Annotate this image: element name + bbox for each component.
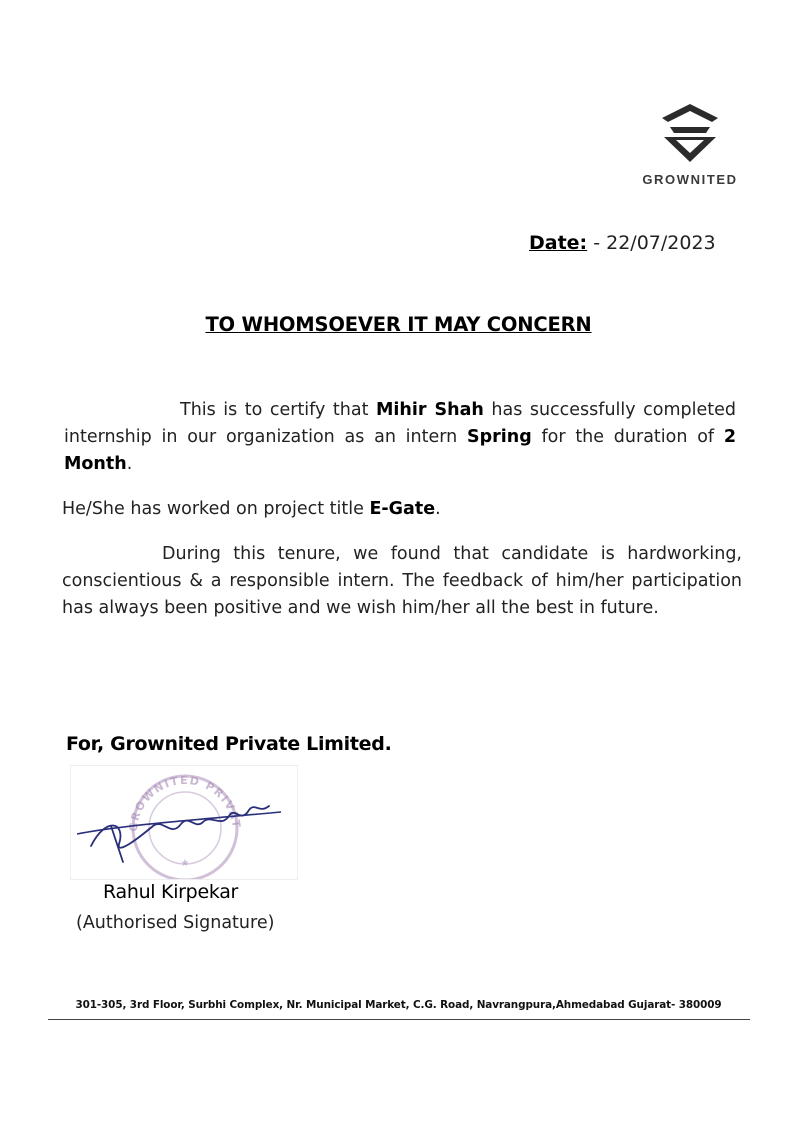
p2-text-1: He/She has worked on project title [62, 499, 370, 519]
certification-paragraph [64, 397, 736, 478]
signature-stamp-image [70, 765, 298, 880]
stamp-and-signature-icon [71, 766, 297, 879]
p1-text-1: This is to certify that [180, 400, 376, 420]
p2-text-2: . [435, 499, 441, 519]
svg-text:★: ★ [180, 858, 190, 869]
signer-name: Rahul Kirpekar [103, 881, 239, 903]
feedback-paragraph [62, 541, 742, 622]
p1-text-3: for the duration of [531, 427, 724, 447]
p1-text-4: . [126, 454, 133, 474]
intern-role: Spring [467, 427, 532, 447]
footer-divider [48, 1019, 750, 1020]
letter-heading: TO WHOMSOEVER IT MAY CONCERN [205, 313, 592, 336]
project-paragraph [62, 496, 742, 523]
date-label: Date: [529, 232, 588, 254]
company-logo [628, 100, 752, 192]
intern-name: Mihir Shah [375, 400, 484, 420]
letter-date [529, 232, 716, 254]
date-value: - 22/07/2023 [593, 232, 716, 254]
signer-role: (Authorised Signature) [76, 913, 275, 933]
logo-wordmark: GROWNITED [642, 172, 738, 187]
svg-text:GROWNITED PRIVATE LIMITED [71, 766, 243, 832]
internship-duration: 2 Month [64, 427, 736, 474]
feedback-text: During this tenure, we found that candidate is hardworking, conscientious & a responsible intern. The feedback of him/her participation has always been positive and we wish him/her all the best in future. [62, 544, 742, 618]
project-title: E-Gate [369, 499, 436, 519]
grownited-chevron-icon [658, 100, 722, 166]
stamp-text: GROWNITED PRIVAT [126, 773, 244, 833]
company-signoff: For, Grownited Private Limited. [66, 733, 392, 755]
company-address: 301-305, 3rd Floor, Surbhi Complex, Nr. Municipal Market, C.G. Road, Navrangpura,Ahmedabad Gujarat- 380009 [75, 999, 722, 1011]
p1-text-2: has successfully completed internship in our organization as an intern [64, 400, 736, 447]
